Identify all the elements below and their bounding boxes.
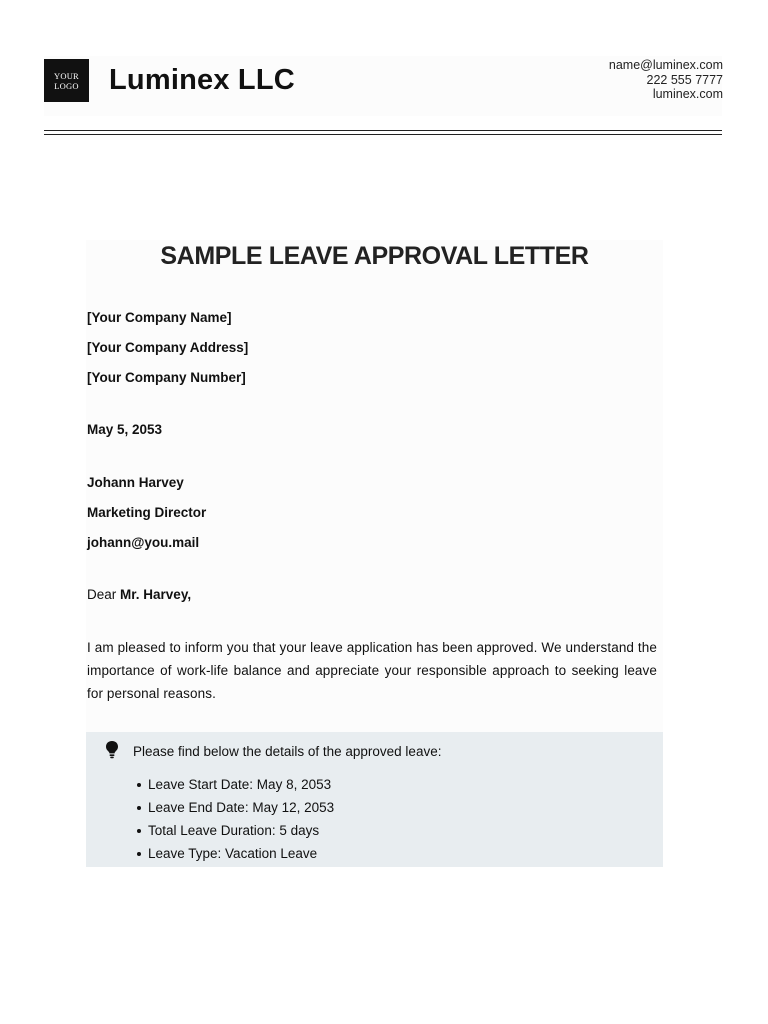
recipient-email: johann@you.mail	[87, 535, 200, 550]
bullet-icon	[137, 783, 141, 787]
salutation-name: Mr. Harvey,	[120, 587, 192, 602]
letter-date: May 5, 2053	[87, 422, 163, 437]
recipient-title: Marketing Director	[87, 505, 207, 520]
company-address-placeholder: [Your Company Address]	[87, 340, 249, 355]
bullet-icon	[137, 852, 141, 856]
contact-block	[609, 58, 723, 102]
list-item-start-date	[133, 773, 334, 796]
bullet-icon	[137, 806, 141, 810]
header-divider-top	[44, 130, 722, 131]
list-item-text: Leave Type: Vacation Leave	[148, 846, 318, 861]
logo-text-line1: YOUR	[54, 70, 79, 81]
letter-title: SAMPLE LEAVE APPROVAL LETTER	[160, 242, 589, 270]
recipient-name: Johann Harvey	[87, 475, 184, 490]
contact-phone: 222 555 7777	[646, 72, 723, 87]
company-logo	[44, 59, 89, 102]
list-item-leave-type	[133, 842, 334, 865]
logo-text-line2: LOGO	[54, 80, 79, 91]
contact-website: luminex.com	[652, 87, 723, 101]
list-item-end-date	[133, 796, 334, 819]
contact-email: name@luminex.com	[608, 58, 723, 72]
list-item-text: Leave End Date: May 12, 2053	[148, 800, 335, 815]
list-item-duration	[133, 819, 334, 842]
list-item-text: Leave Start Date: May 8, 2053	[148, 777, 332, 792]
company-number-placeholder: [Your Company Number]	[87, 370, 246, 385]
salutation	[87, 586, 191, 603]
leave-details-intro: Please find below the details of the approved leave:	[133, 744, 442, 759]
header-divider-bottom	[44, 134, 722, 135]
body-paragraph: I am pleased to inform you that your leave application has been approved. We understand the importance of work-life balance and appreciate your responsible approach to seeking leave for personal reasons.	[87, 640, 657, 701]
list-item-text: Total Leave Duration: 5 days	[148, 823, 320, 838]
bullet-icon	[137, 829, 141, 833]
company-name-placeholder: [Your Company Name]	[87, 310, 232, 325]
company-name: Luminex LLC	[109, 64, 295, 96]
leave-details-list	[133, 773, 334, 865]
lightbulb-icon	[104, 740, 120, 760]
salutation-prefix: Dear	[87, 587, 117, 602]
